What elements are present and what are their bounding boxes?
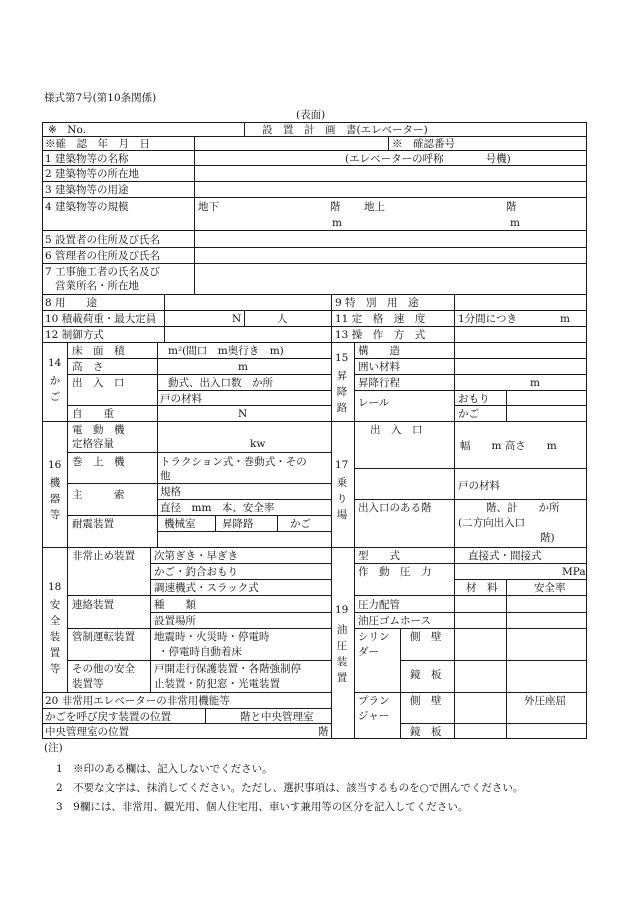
cage-section-number: 14	[48, 357, 62, 369]
building-use-label: 3 建築物等の用途	[45, 184, 129, 196]
hydraulic-section-number: 19	[335, 604, 349, 616]
safety-factor-header: 安全率	[534, 582, 566, 594]
persons-unit: 人	[277, 313, 288, 325]
cylinder-label-1: シリン	[358, 631, 390, 643]
travel-label: 昇降行程	[358, 377, 400, 389]
operation-method-label: 13 操 作 方 式	[335, 329, 426, 341]
safety-section-title: 安全装置等	[49, 599, 61, 675]
floors-unit-a: 階	[330, 201, 341, 213]
building-address-label: 2 建築物等の所在地	[45, 168, 140, 180]
travel-unit: m	[530, 377, 540, 389]
contractor-label-2: 営業所名・所在地	[55, 280, 139, 292]
meter-unit-a: m	[332, 217, 342, 229]
emergency-stop-label: 非常止め装置	[72, 550, 135, 562]
above-label: 地上	[364, 201, 385, 213]
landing-floors-label: 出入口のある階	[358, 502, 432, 514]
installer-label: 5 設置者の住所及び氏名	[45, 234, 161, 246]
building-scale-label: 4 建築物等の規模	[45, 201, 129, 213]
newton-unit: N	[232, 313, 242, 325]
other-safety-label-1: その他の安全	[72, 663, 135, 675]
cylinder-side-wall: 側 壁	[410, 631, 442, 643]
side-label: (表面)	[296, 109, 326, 121]
manager-label: 6 管理者の住所及び氏名	[45, 250, 161, 262]
shaft-section-number: 15	[335, 352, 349, 364]
contact-location-label: 設置場所	[154, 615, 196, 627]
landing-section-title: 乗り場	[336, 477, 348, 521]
landing-door-material: 戸の材料	[458, 480, 500, 492]
equipment-section-title: 機器等	[49, 477, 61, 521]
plunger-end-plate: 鏡 板	[410, 726, 442, 738]
pressure-piping-label: 圧力配管	[358, 599, 400, 611]
underground-label: 地下	[198, 201, 219, 213]
form-title: 設 置 計 画 書(エレベーター)	[262, 124, 428, 136]
plunger-label-1: プラン	[358, 695, 390, 707]
motor-kw-unit: kw	[250, 438, 266, 450]
hoist-value-1: トラクション式・巻動式・その	[160, 456, 307, 468]
control-operation-label: 管制運転装置	[72, 631, 135, 643]
elevator-name-note: (エレベーターの呼称 号機)	[345, 153, 511, 165]
cage-entrance-label: 出 入 口	[72, 377, 125, 389]
seismic-cage: かご	[290, 518, 311, 530]
landing-floors-value-1: 階、計 か所	[486, 502, 560, 514]
per-minute-label: 1分間につき	[458, 313, 517, 325]
safety-section-number: 18	[48, 581, 62, 593]
motor-label-1: 電 動 機	[72, 424, 125, 436]
shaft-section-title: 昇降路	[336, 370, 348, 414]
no-label: ※ No.	[48, 124, 86, 136]
buckling-label: 外圧座屈	[524, 695, 566, 707]
speed-meter-unit: m	[560, 313, 570, 325]
cage-height-label: 高 さ	[72, 361, 104, 373]
note-1: 1 ※印のある欄は、記入しないでください。	[56, 763, 273, 775]
meter-unit-b: m	[510, 217, 520, 229]
landing-entrance-label: 出 入 口	[370, 424, 423, 436]
material-header: 材 料	[466, 582, 498, 594]
landing-size-label: 幅 m 高さ m	[460, 440, 557, 452]
hydraulic-type-value: 直接式・間接式	[468, 550, 542, 562]
plunger-label-2: ジャー	[358, 710, 390, 722]
emergency-stop-value-3: 調速機式・スラック式	[154, 582, 259, 594]
cylinder-end-plate: 鏡 板	[410, 669, 442, 681]
floors-unit-b: 階	[506, 201, 517, 213]
contractor-label-1: 7 工事施工者の氏名及び	[45, 266, 161, 278]
contact-device-label: 連絡装置	[72, 599, 114, 611]
seismic-shaft: 昇降路	[222, 518, 254, 530]
rope-diameter-label: 直径 mm 本、安全率	[160, 502, 275, 514]
landing-floors-value-3: 階)	[540, 532, 555, 544]
control-operation-value-1: 地震時・火災時・停電時	[154, 631, 270, 643]
hydraulic-section-title: 油圧装置	[336, 624, 348, 684]
control-operation-value-2: ・停電時自動着床	[158, 646, 242, 658]
cage-section-title: かご	[49, 375, 61, 403]
seismic-machine-room: 機械室	[164, 518, 196, 530]
equipment-section-number: 16	[48, 459, 62, 471]
recall-device-label: かごを呼び戻す装置の位置	[45, 711, 171, 723]
recall-device-value: 階と中央管理室	[240, 711, 314, 723]
pressure-unit: MPa	[562, 566, 586, 578]
load-label: 10 積載荷重・最大定員	[45, 313, 157, 325]
confirm-no-label: ※ 確認番号	[392, 138, 455, 150]
hoist-label: 巻 上 機	[72, 456, 125, 468]
usage-label: 8 用 途	[45, 297, 98, 309]
confirm-date-label: ※確 認 年 月 日	[45, 138, 150, 150]
hoist-value-2: 他	[160, 470, 171, 482]
rail-counterweight-label: おもり	[458, 393, 490, 405]
other-safety-value-1: 戸開走行保護装置・各階強制停	[154, 663, 301, 675]
shaft-enclosure-label: 囲い材料	[358, 361, 400, 373]
hydraulic-type-label: 型 式	[358, 550, 400, 562]
floor-area-value: m²(間口 m奥行き m)	[168, 345, 284, 357]
cage-height-unit: m	[238, 361, 248, 373]
other-safety-value-2: 止装置・防犯窓・光電装置	[154, 678, 280, 690]
cage-entrance-value: 動式、出入口数 か所	[168, 377, 273, 389]
rope-spec-label: 規格	[160, 486, 181, 498]
motor-label-2: 定格容量	[72, 438, 114, 450]
rail-cage-label: かご	[458, 408, 479, 420]
working-pressure-label: 作 動 圧 力	[358, 566, 432, 578]
note-2: 2 不要な文字は、抹消してください。ただし、選択事項は、該当するものを○で囲んでください。	[56, 782, 524, 794]
contact-type-label: 種 類	[154, 599, 196, 611]
cylinder-label-2: ダー	[358, 646, 379, 658]
cage-weight-unit: N	[238, 408, 248, 420]
central-room-unit: 階	[318, 726, 329, 738]
landing-section-number: 17	[335, 459, 349, 471]
cage-weight-label: 自 重	[72, 408, 114, 420]
rubber-hose-label: 油圧ゴムホース	[358, 615, 431, 627]
other-safety-label-2: 装置等	[72, 678, 104, 690]
emergency-stop-value-2: かご・釣合おもり	[154, 566, 238, 578]
floor-area-label: 床 面 積	[72, 345, 125, 357]
building-name-label: 1 建築物等の名称	[45, 153, 129, 165]
notes-heading: (注)	[44, 742, 63, 754]
rail-label: レール	[358, 397, 390, 409]
form-id: 様式第7号(第10条関係)	[44, 92, 157, 104]
special-usage-label: 9 特 別 用 途	[335, 297, 419, 309]
plunger-side-wall: 側 壁	[410, 695, 442, 707]
central-room-label: 中央管理室の位置	[45, 726, 129, 738]
cage-door-material: 戸の材料	[160, 393, 202, 405]
landing-floors-value-2: (二方向出入口	[458, 517, 526, 529]
rated-speed-label: 11 定 格 速 度	[335, 313, 426, 325]
note-3: 3 9欄には、非常用、観光用、個人住宅用、車いす兼用等の区分を記入してください。	[56, 801, 469, 813]
shaft-structure-label: 構 造	[358, 345, 400, 357]
emergency-elevator-label: 20 非常用エレベーターの非常用機能等	[45, 695, 230, 707]
seismic-label: 耐震装置	[72, 518, 114, 530]
control-method-label: 12 制御方式	[45, 329, 104, 341]
emergency-stop-value-1: 次第ぎき・早ぎき	[154, 550, 238, 562]
main-rope-label: 主 索	[72, 489, 125, 501]
